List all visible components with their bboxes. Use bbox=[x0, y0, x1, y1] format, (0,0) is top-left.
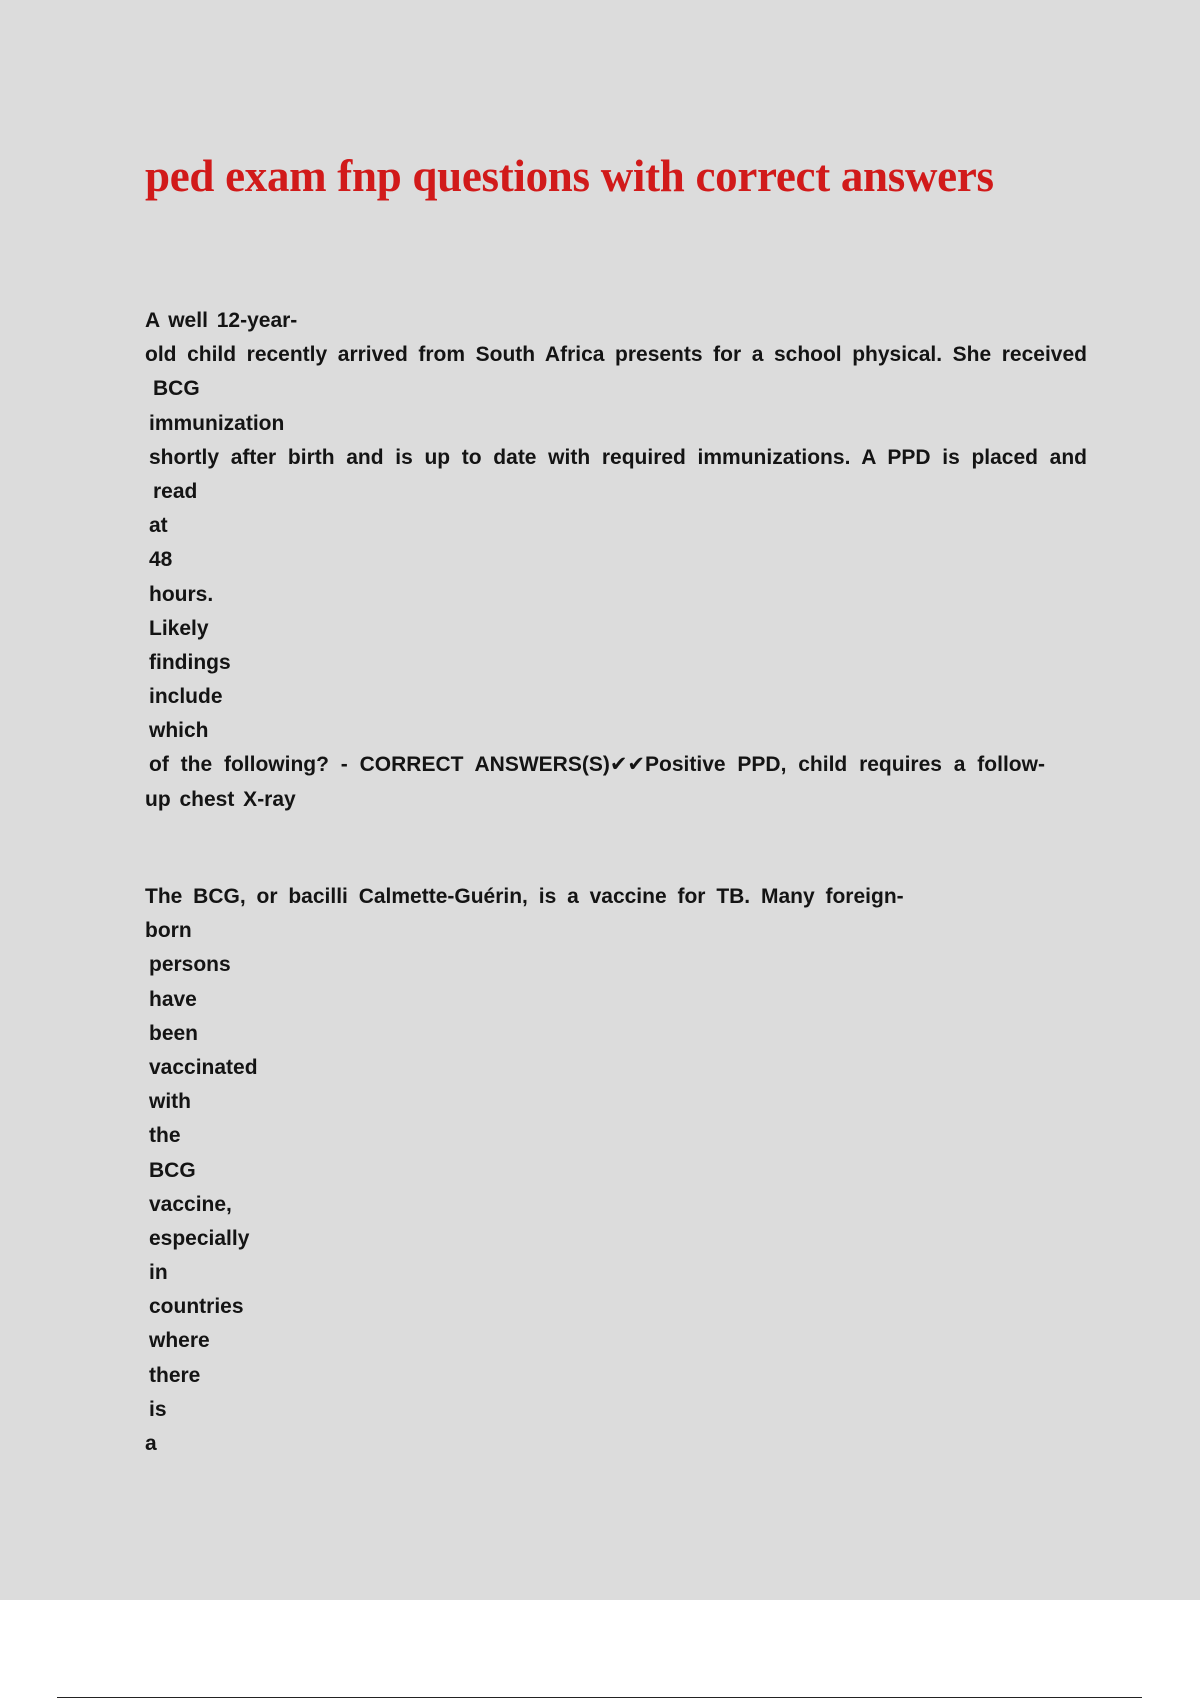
text-line: BCG bbox=[149, 1158, 196, 1182]
text-line: persons bbox=[149, 953, 231, 977]
text-line: 48 bbox=[149, 548, 173, 572]
text-line: up chest X-ray bbox=[145, 787, 296, 811]
text-line: there bbox=[149, 1363, 201, 1387]
text-line: especially bbox=[149, 1226, 250, 1250]
text-line: vaccinated bbox=[149, 1055, 258, 1079]
text-line: with bbox=[149, 1090, 191, 1114]
text-line: where bbox=[149, 1329, 210, 1353]
text-line: at bbox=[149, 514, 168, 538]
text-line: include bbox=[149, 685, 223, 709]
question-paragraph bbox=[145, 304, 1087, 817]
text-line: Likely bbox=[149, 616, 209, 640]
text-line: findings bbox=[149, 650, 231, 674]
text-line: vaccine, bbox=[149, 1192, 232, 1216]
text-line: in bbox=[149, 1261, 168, 1285]
text-line: countries bbox=[149, 1295, 244, 1319]
text-line: The BCG, or bacilli Calmette-Guérin, is a vaccine for TB. Many foreign- bbox=[145, 885, 904, 908]
text-line: born bbox=[145, 919, 192, 943]
text-line: immunization bbox=[149, 411, 285, 435]
text-line: a bbox=[145, 1432, 157, 1455]
text-line: old child recently arrived from South Africa presents for a school physical. She received bbox=[145, 343, 1087, 367]
text-line: have bbox=[149, 987, 197, 1011]
text-line: which bbox=[149, 719, 209, 743]
text-line: is bbox=[149, 1397, 167, 1421]
text-line: BCG bbox=[153, 377, 200, 401]
text-line: been bbox=[149, 1021, 199, 1045]
explanation-paragraph bbox=[145, 880, 1087, 1461]
text-line: hours. bbox=[149, 582, 214, 606]
footer-divider bbox=[57, 1697, 1142, 1698]
text-line: A well 12-year- bbox=[145, 309, 298, 332]
text-line: of the following? - CORRECT ANSWERS(S)✔✔Positive PPD, child requires a follow- bbox=[149, 753, 1045, 777]
text-line: read bbox=[153, 479, 198, 503]
text-line: shortly after birth and is up to date with required immunizations. A PPD is placed and bbox=[149, 445, 1087, 469]
text-line: the bbox=[149, 1124, 181, 1148]
document-title: ped exam fnp questions with correct answers bbox=[145, 151, 994, 201]
